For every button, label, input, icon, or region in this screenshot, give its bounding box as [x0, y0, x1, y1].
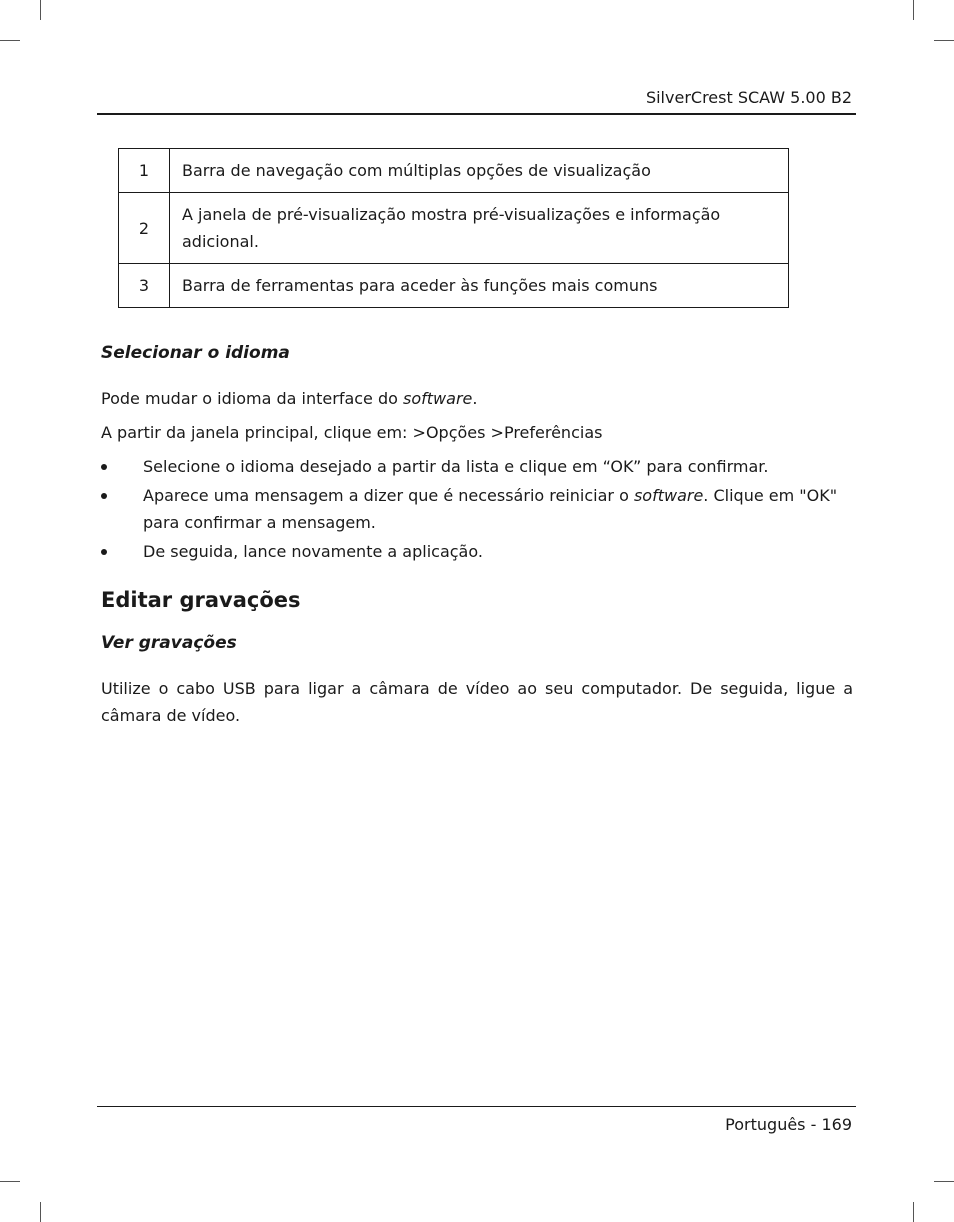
page-header-title: SilverCrest SCAW 5.00 B2: [645, 88, 852, 107]
emphasis: software: [633, 486, 704, 505]
paragraph: A partir da janela principal, clique em: >Opções >Preferências: [101, 423, 603, 442]
list-item: [101, 538, 853, 565]
table-cell-description: Barra de navegação com múltiplas opções de visualização: [170, 149, 789, 193]
crop-mark: [0, 1181, 20, 1182]
bullet-icon: [101, 549, 107, 555]
crop-mark: [40, 0, 41, 20]
legend-table: [118, 148, 789, 308]
footer-rule: [97, 1106, 856, 1107]
list-item-text: De seguida, lance novamente a aplicação.: [143, 542, 483, 561]
crop-mark: [934, 1181, 954, 1182]
crop-mark: [913, 1202, 914, 1222]
list-item-text: . Clique em "OK" para confirmar a mensagem.: [143, 486, 838, 532]
table-row: [119, 264, 789, 308]
table-row: [119, 149, 789, 193]
table-cell-number: 2: [119, 193, 170, 264]
page-number: Português - 169: [725, 1115, 852, 1134]
table-cell-description: A janela de pré-visualização mostra pré-visualizações e informação adicional.: [170, 193, 789, 264]
list-item-text: Aparece uma mensagem a dizer que é necessário reiniciar o: [143, 486, 634, 505]
header-rule: [97, 113, 856, 115]
bullet-icon: [101, 464, 107, 470]
crop-mark: [0, 40, 20, 41]
crop-mark: [40, 1202, 41, 1222]
text: .: [472, 389, 478, 408]
table-cell-number: 1: [119, 149, 170, 193]
table-cell-number: 3: [119, 264, 170, 308]
text: Pode mudar o idioma da interface do: [101, 389, 404, 408]
crop-mark: [934, 40, 954, 41]
subheading-language: Selecionar o idioma: [101, 343, 290, 363]
list-item: [101, 482, 853, 536]
bullet-list: [101, 453, 853, 565]
list-item-text: Selecione o idioma desejado a partir da lista e clique em “OK” para confirmar.: [143, 457, 769, 476]
table-cell-description: Barra de ferramentas para aceder às funções mais comuns: [170, 264, 789, 308]
crop-mark: [913, 0, 914, 20]
paragraph: [101, 385, 853, 412]
paragraph: Utilize o cabo USB para ligar a câmara de vídeo ao seu computador. De seguida, ligue a câmara de vídeo.: [101, 679, 853, 725]
section-heading: Editar gravações: [101, 588, 301, 612]
bullet-icon: [101, 493, 107, 499]
main-content: [101, 340, 853, 729]
table-row: [119, 193, 789, 264]
emphasis: software: [403, 389, 473, 408]
subheading-view-recordings: Ver gravações: [101, 633, 237, 653]
list-item: [101, 453, 853, 480]
